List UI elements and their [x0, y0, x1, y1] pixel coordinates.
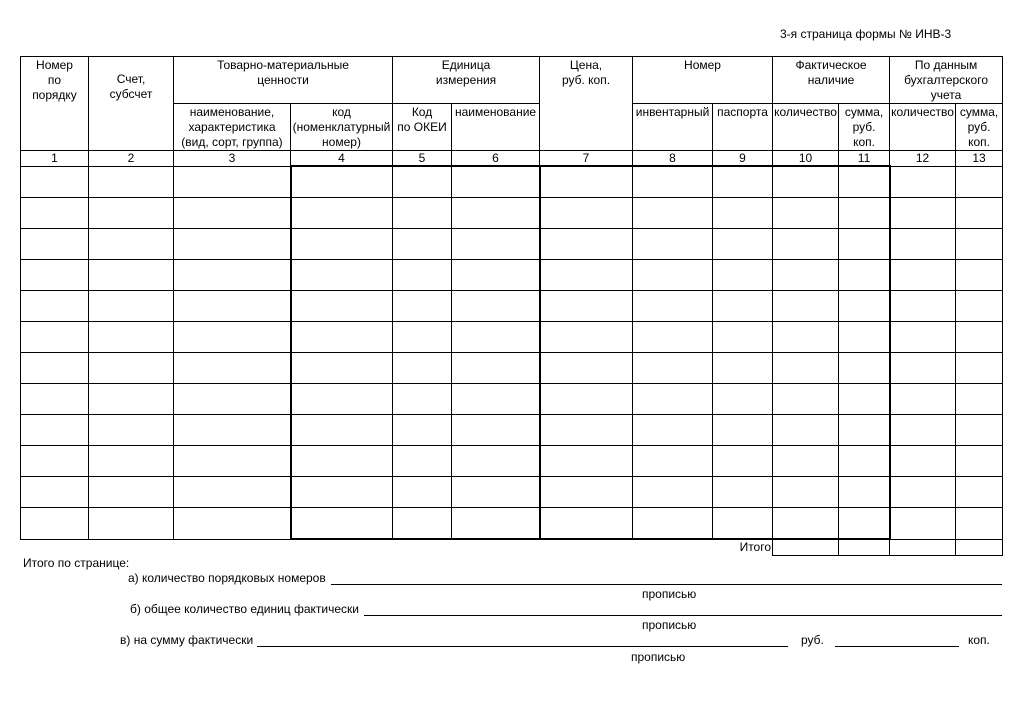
column-number: 9 [713, 151, 773, 167]
table-row [21, 353, 1003, 384]
column-number: 11 [839, 151, 890, 167]
table-cell[interactable] [713, 508, 773, 540]
table-cell[interactable] [393, 166, 452, 198]
table-cell[interactable] [956, 508, 1003, 540]
header-actual-sum: сумма, руб. коп. [839, 104, 890, 151]
table-cell[interactable] [89, 322, 174, 353]
table-cell[interactable] [291, 508, 393, 540]
table-cell[interactable] [773, 260, 839, 291]
total-actual-quantity-cell[interactable] [773, 539, 839, 556]
footer-line-a-input[interactable] [331, 583, 1002, 585]
total-accounting-sum-cell[interactable] [956, 539, 1003, 556]
table-cell[interactable] [956, 446, 1003, 477]
footer-title: Итого по странице: [23, 556, 130, 570]
header-unit-code: Код по ОКЕИ [393, 104, 452, 151]
header-account: Счет, субсчет [89, 57, 174, 151]
table-cell[interactable] [452, 508, 540, 540]
table-row [21, 291, 1003, 322]
table-cell[interactable] [633, 477, 713, 508]
inventory-table [20, 56, 1003, 556]
column-number: 6 [452, 151, 540, 167]
table-cell[interactable] [713, 166, 773, 198]
table-cell[interactable] [174, 353, 291, 384]
table-cell[interactable] [174, 322, 291, 353]
table-cell[interactable] [839, 384, 890, 415]
table-cell[interactable] [174, 166, 291, 198]
total-actual-sum-cell[interactable] [839, 539, 890, 556]
table-cell[interactable] [773, 508, 839, 540]
table-cell[interactable] [956, 198, 1003, 229]
table-cell[interactable] [291, 322, 393, 353]
table-cell[interactable] [839, 291, 890, 322]
table-cell[interactable] [291, 166, 393, 198]
table-cell[interactable] [89, 446, 174, 477]
table-cell[interactable] [393, 291, 452, 322]
column-number: 12 [890, 151, 956, 167]
table-cell[interactable] [21, 415, 89, 446]
table-cell[interactable] [452, 229, 540, 260]
table-cell[interactable] [540, 322, 633, 353]
table-cell[interactable] [633, 291, 713, 322]
column-number: 3 [174, 151, 291, 167]
header-unit-name: наименование [452, 104, 540, 151]
table-cell[interactable] [452, 353, 540, 384]
footer-line-c-rub-input[interactable] [257, 645, 788, 647]
table-cell[interactable] [713, 446, 773, 477]
table-cell[interactable] [291, 477, 393, 508]
table-row [21, 415, 1003, 446]
table-cell[interactable] [890, 508, 956, 540]
table-cell[interactable] [540, 384, 633, 415]
table-cell[interactable] [452, 291, 540, 322]
table-cell[interactable] [956, 384, 1003, 415]
table-cell[interactable] [89, 229, 174, 260]
table-cell[interactable] [174, 260, 291, 291]
table-cell[interactable] [89, 198, 174, 229]
table-cell[interactable] [890, 166, 956, 198]
table-cell[interactable] [452, 384, 540, 415]
table-cell[interactable] [713, 384, 773, 415]
table-cell[interactable] [713, 415, 773, 446]
table-cell[interactable] [89, 353, 174, 384]
column-numbers-row [21, 151, 1003, 167]
header-goods-name: наименование, характеристика (вид, сорт, группа) [174, 104, 291, 151]
table-cell[interactable] [839, 415, 890, 446]
table-cell[interactable] [21, 260, 89, 291]
table-row [21, 322, 1003, 353]
table-row [21, 384, 1003, 415]
table-cell[interactable] [839, 229, 890, 260]
table-cell[interactable] [633, 353, 713, 384]
table-cell[interactable] [174, 384, 291, 415]
table-cell[interactable] [21, 229, 89, 260]
table-cell[interactable] [393, 446, 452, 477]
table-cell[interactable] [540, 446, 633, 477]
column-number: 8 [633, 151, 713, 167]
table-cell[interactable] [291, 260, 393, 291]
table-cell[interactable] [174, 477, 291, 508]
table-cell[interactable] [393, 353, 452, 384]
table-cell[interactable] [713, 260, 773, 291]
table-cell[interactable] [291, 291, 393, 322]
table-cell[interactable] [393, 477, 452, 508]
table-cell[interactable] [452, 415, 540, 446]
table-cell[interactable] [633, 384, 713, 415]
table-cell[interactable] [452, 260, 540, 291]
table-cell[interactable] [174, 508, 291, 540]
table-cell[interactable] [452, 477, 540, 508]
table-cell[interactable] [890, 198, 956, 229]
header-accounting-quantity: количество [890, 104, 956, 151]
table-cell[interactable] [839, 508, 890, 540]
header-actual-quantity: количество [773, 104, 839, 151]
column-number: 4 [291, 151, 393, 167]
table-cell[interactable] [839, 166, 890, 198]
table-cell[interactable] [393, 260, 452, 291]
table-cell[interactable] [633, 166, 713, 198]
table-cell[interactable] [956, 260, 1003, 291]
table-cell[interactable] [21, 322, 89, 353]
table-cell[interactable] [633, 446, 713, 477]
footer-line-b-label: б) общее количество единиц фактически [130, 602, 360, 616]
header-goods-group: Товарно-материальные ценности [174, 57, 393, 104]
footer-rub-label: руб. [801, 633, 824, 647]
table-cell[interactable] [890, 384, 956, 415]
table-cell[interactable] [21, 166, 89, 198]
table-cell[interactable] [713, 353, 773, 384]
table-cell[interactable] [89, 166, 174, 198]
table-cell[interactable] [174, 291, 291, 322]
table-cell[interactable] [890, 322, 956, 353]
header-actual-group: Фактическое наличие [773, 57, 890, 104]
table-cell[interactable] [21, 198, 89, 229]
header-number-inventory: инвентарный [633, 104, 713, 151]
table-row [21, 260, 1003, 291]
table-cell[interactable] [890, 415, 956, 446]
table-cell[interactable] [839, 322, 890, 353]
column-number: 2 [89, 151, 174, 167]
total-row [21, 539, 1003, 556]
table-cell[interactable] [956, 166, 1003, 198]
header-number-passport: паспорта [713, 104, 773, 151]
table-cell[interactable] [89, 384, 174, 415]
table-cell[interactable] [174, 415, 291, 446]
total-label: Итого [713, 539, 773, 556]
table-cell[interactable] [713, 229, 773, 260]
table-row [21, 198, 1003, 229]
table-cell[interactable] [393, 198, 452, 229]
table-cell[interactable] [773, 229, 839, 260]
table-cell[interactable] [89, 415, 174, 446]
footer-line-a-hint: прописью [642, 587, 697, 601]
table-cell[interactable] [713, 291, 773, 322]
table-cell[interactable] [540, 166, 633, 198]
table-cell[interactable] [633, 322, 713, 353]
table-cell[interactable] [540, 198, 633, 229]
table-cell[interactable] [773, 446, 839, 477]
table-row [21, 477, 1003, 508]
table-cell[interactable] [773, 291, 839, 322]
column-number: 10 [773, 151, 839, 167]
table-cell[interactable] [633, 260, 713, 291]
table-cell[interactable] [773, 415, 839, 446]
table-cell[interactable] [452, 198, 540, 229]
table-cell[interactable] [956, 477, 1003, 508]
header-number-group: Номер [633, 57, 773, 104]
column-number: 1 [21, 151, 89, 167]
table-cell[interactable] [21, 384, 89, 415]
table-cell[interactable] [956, 353, 1003, 384]
header-goods-code: код (номенклатурный номер) [291, 104, 393, 151]
table-cell[interactable] [839, 260, 890, 291]
table-cell[interactable] [393, 415, 452, 446]
table-cell[interactable] [21, 446, 89, 477]
table-cell[interactable] [393, 384, 452, 415]
table-cell[interactable] [890, 353, 956, 384]
table-cell[interactable] [956, 322, 1003, 353]
table-cell[interactable] [89, 260, 174, 291]
table-cell[interactable] [291, 198, 393, 229]
column-number: 13 [956, 151, 1003, 167]
table-cell[interactable] [452, 446, 540, 477]
header-price: Цена, руб. коп. [540, 57, 633, 151]
table-row [21, 229, 1003, 260]
table-cell[interactable] [21, 291, 89, 322]
table-cell[interactable] [452, 166, 540, 198]
table-cell[interactable] [291, 384, 393, 415]
table-cell[interactable] [890, 229, 956, 260]
footer-line-c-hint: прописью [631, 650, 686, 664]
table-cell[interactable] [540, 229, 633, 260]
table-row [21, 508, 1003, 540]
table-cell[interactable] [773, 322, 839, 353]
table-cell[interactable] [713, 198, 773, 229]
footer-line-b-input[interactable] [364, 614, 1002, 616]
table-cell[interactable] [773, 477, 839, 508]
table-cell[interactable] [633, 415, 713, 446]
table-cell[interactable] [393, 322, 452, 353]
header-accounting-sum: сумма, руб. коп. [956, 104, 1003, 151]
table-cell[interactable] [21, 477, 89, 508]
table-cell[interactable] [890, 260, 956, 291]
table-row [21, 446, 1003, 477]
table-cell[interactable] [839, 198, 890, 229]
table-cell[interactable] [291, 229, 393, 260]
footer-line-a-label: а) количество порядковых номеров [128, 571, 326, 585]
table-cell[interactable] [21, 353, 89, 384]
table-cell[interactable] [773, 384, 839, 415]
table-cell[interactable] [540, 477, 633, 508]
table-cell[interactable] [540, 291, 633, 322]
table-cell[interactable] [174, 229, 291, 260]
table-cell[interactable] [773, 198, 839, 229]
footer-line-c-label: в) на сумму фактически [120, 633, 254, 647]
table-cell[interactable] [839, 446, 890, 477]
table-cell[interactable] [713, 322, 773, 353]
header-accounting-group: По данным бухгалтерского учета [890, 57, 1003, 104]
table-cell[interactable] [890, 446, 956, 477]
table-cell[interactable] [713, 477, 773, 508]
table-cell[interactable] [633, 229, 713, 260]
table-cell[interactable] [540, 353, 633, 384]
table-cell[interactable] [956, 415, 1003, 446]
table-cell[interactable] [956, 229, 1003, 260]
table-cell[interactable] [773, 353, 839, 384]
table-cell[interactable] [773, 166, 839, 198]
table-row [21, 166, 1003, 198]
table-cell[interactable] [21, 508, 89, 540]
footer-kop-label: коп. [968, 633, 990, 647]
table-cell[interactable] [633, 198, 713, 229]
table-cell[interactable] [291, 353, 393, 384]
table-cell[interactable] [839, 353, 890, 384]
footer-line-c-kop-input[interactable] [835, 645, 959, 647]
table-cell[interactable] [89, 508, 174, 540]
table-cell[interactable] [633, 508, 713, 540]
table-cell[interactable] [452, 322, 540, 353]
table-cell[interactable] [890, 291, 956, 322]
table-cell[interactable] [540, 508, 633, 540]
column-number: 7 [540, 151, 633, 167]
footer-line-b-hint: прописью [642, 618, 697, 632]
page-label: 3-я страница формы № ИНВ-3 [780, 27, 952, 41]
header-unit-group: Единица измерения [393, 57, 540, 104]
header-row-number: Номер по порядку [21, 57, 89, 151]
table-cell[interactable] [291, 415, 393, 446]
table-cell[interactable] [89, 291, 174, 322]
table-cell[interactable] [291, 446, 393, 477]
table-cell[interactable] [540, 415, 633, 446]
table-cell[interactable] [174, 446, 291, 477]
table-cell[interactable] [540, 260, 633, 291]
column-number: 5 [393, 151, 452, 167]
table-cell[interactable] [839, 477, 890, 508]
table-cell[interactable] [890, 477, 956, 508]
table-cell[interactable] [956, 291, 1003, 322]
table-cell[interactable] [393, 508, 452, 540]
total-accounting-quantity-cell[interactable] [890, 539, 956, 556]
table-cell[interactable] [174, 198, 291, 229]
table-cell[interactable] [393, 229, 452, 260]
table-cell[interactable] [89, 477, 174, 508]
